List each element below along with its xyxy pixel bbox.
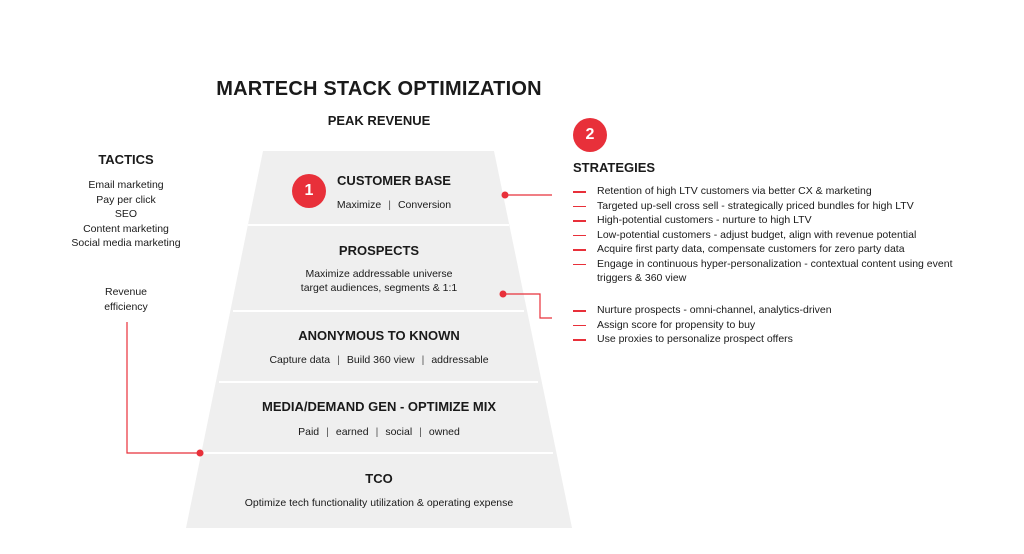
tier-title-tco: TCO xyxy=(365,471,393,486)
tier-desc-item: social xyxy=(385,426,413,438)
strategies-heading: STRATEGIES xyxy=(573,160,656,175)
tactics-heading: TACTICS xyxy=(98,152,154,167)
page-title: MARTECH STACK OPTIMIZATION xyxy=(216,78,542,100)
strategy-item: Engage in continuous hyper-personalization - contextual content using event triggers & 360 view xyxy=(573,257,967,286)
tactic-item: Content marketing xyxy=(83,222,169,235)
step-badge-2: 2 xyxy=(573,118,607,152)
tier-desc-media-demand-gen: Paid | earned | social | owned xyxy=(298,426,460,438)
tactic-item: Email marketing xyxy=(88,179,164,191)
tier-desc-item: owned xyxy=(428,426,460,438)
tier-title-anonymous-to-known: ANONYMOUS TO KNOWN xyxy=(298,328,460,343)
page-subtitle: PEAK REVENUE xyxy=(327,113,431,128)
strategy-item: Retention of high LTV customers via better CX & marketing xyxy=(573,184,973,199)
strategy-item: Nurture prospects - omni-channel, analytics-driven xyxy=(573,303,973,318)
strategy-item: Use proxies to personalize prospect offers xyxy=(573,332,973,347)
tier-desc-item: Build 360 view xyxy=(346,354,415,366)
strategy-item: Acquire first party data, compensate customers for zero party data xyxy=(573,242,973,257)
tactic-item: Social media marketing xyxy=(71,237,181,249)
tier-title-prospects: PROSPECTS xyxy=(338,243,420,258)
tier-desc-line: target audiences, segments & 1:1 xyxy=(300,282,458,294)
tier-desc-item: Paid xyxy=(298,426,320,438)
step-badge-1: 1 xyxy=(292,174,326,208)
strategies-list-customer-base xyxy=(573,184,973,286)
tier-desc-line: Maximize addressable universe xyxy=(305,268,453,280)
strategies-list-prospects xyxy=(573,303,973,347)
tier-desc-item: earned xyxy=(335,426,369,438)
tier-desc-item: Maximize xyxy=(336,199,382,211)
tactic-item: SEO xyxy=(114,208,138,220)
strategy-item: High-potential customers - nurture to high LTV xyxy=(573,213,973,228)
revenue-efficiency-line: Revenue xyxy=(104,286,148,298)
tier-desc-item: Capture data xyxy=(269,354,331,366)
strategy-item: Targeted up-sell cross sell - strategically priced bundles for high LTV xyxy=(573,199,973,214)
tier-desc-customer-base: Maximize | Conversion xyxy=(336,199,452,211)
tier-desc-anonymous-to-known: Capture data | Build 360 view | addressable xyxy=(269,354,489,366)
strategy-item: Low-potential customers - adjust budget, align with revenue potential xyxy=(573,228,973,243)
tactic-item: Pay per click xyxy=(96,193,156,206)
strategy-item: Assign score for propensity to buy xyxy=(573,318,973,333)
revenue-efficiency-line: efficiency xyxy=(104,300,148,313)
tactics-list xyxy=(56,178,196,251)
tier-title-customer-base: CUSTOMER BASE xyxy=(337,173,451,188)
tier-desc-item: Conversion xyxy=(397,199,452,211)
tier-title-media-demand-gen: MEDIA/DEMAND GEN - OPTIMIZE MIX xyxy=(262,399,496,414)
tier-desc-tco: Optimize tech functionality utilization & operating expense xyxy=(244,497,514,509)
tier-desc-item: addressable xyxy=(431,354,489,366)
